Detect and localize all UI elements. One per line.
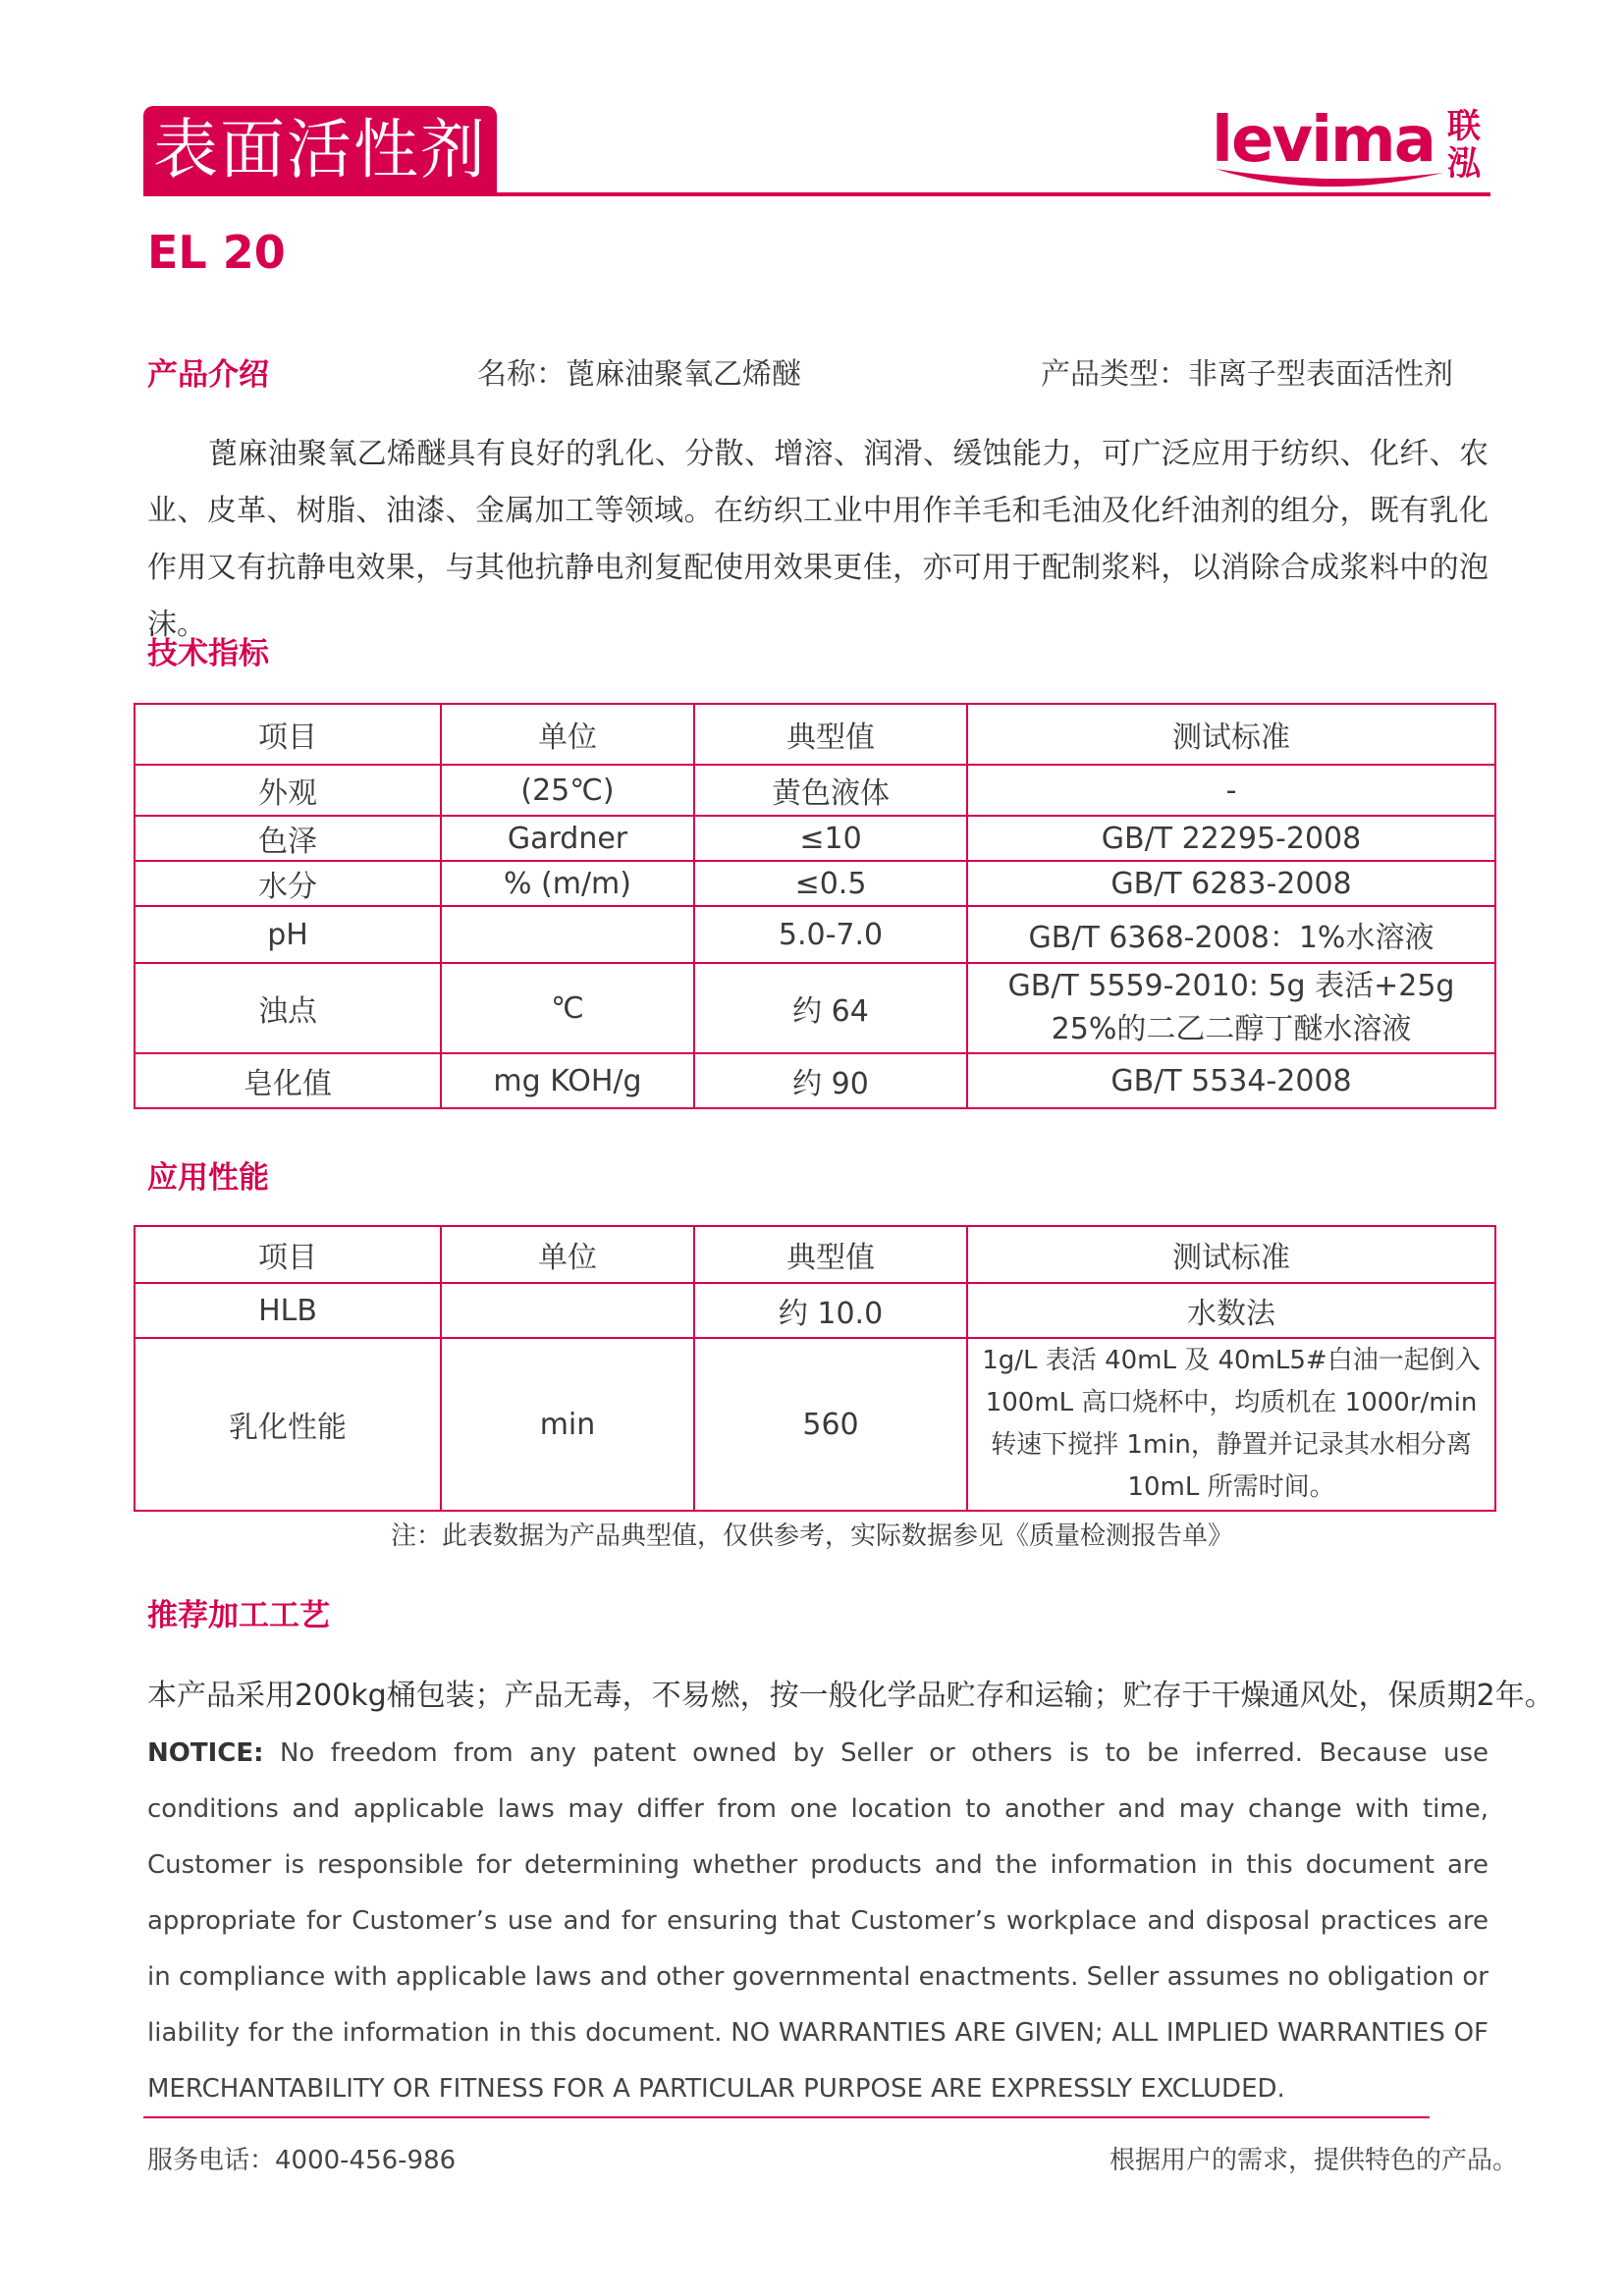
footer-slogan: 根据用户的需求，提供特色的产品。	[1110, 2146, 1519, 2175]
cell-standard: GB/T 6283-2008	[967, 861, 1495, 906]
header-unit: 单位	[441, 704, 694, 765]
category-header: 表面活性剂	[143, 106, 497, 194]
header-item: 项目	[135, 704, 441, 765]
table-row	[135, 1053, 1495, 1108]
table-row	[135, 1283, 1495, 1338]
service-phone: 服务电话：4000-456-986	[147, 2146, 457, 2175]
brand-logo	[1212, 102, 1496, 190]
cell-unit: % (m/m)	[441, 861, 694, 906]
cell-unit: min	[441, 1338, 694, 1511]
table-note: 注：此表数据为产品典型值，仅供参考，实际数据参见《质量检测报告单》	[390, 1522, 1233, 1551]
notice-text: No freedom from any patent owned by Seller or others is to be inferred. Because use conditions and applicable laws may differ from one location to another and may change with time, Customer is responsible for determining whether products and the information in this document are appropriate for Customer’s use and for ensuring that Customer’s workplace and disposal practices are in compliance with applicable laws and other governmental enactments. Seller assumes no obligation or liability for the information in this document. NO WARRANTIES ARE GIVEN; ALL IMPLIED WARRANTIES OF MERCHANTABILITY OR FITNESS FOR A PARTICULAR PURPOSE ARE EXPRESSLY EXCLUDED.	[147, 1738, 1489, 2104]
table-row	[135, 1338, 1495, 1511]
header-item: 项目	[135, 1226, 441, 1283]
cell-item: pH	[135, 906, 441, 963]
table-row	[135, 906, 1495, 963]
product-name: 名称：蓖麻油聚氧乙烯醚	[477, 357, 801, 392]
logo-cn-line1: 联	[1447, 107, 1481, 146]
cell-standard: GB/T 5534-2008	[967, 1053, 1495, 1108]
table-header-row	[135, 1226, 1495, 1283]
cell-typical: 560	[694, 1338, 967, 1511]
notice-label: NOTICE:	[147, 1738, 264, 1768]
header-typical: 典型值	[694, 704, 967, 765]
cell-typical: 黄色液体	[694, 765, 967, 816]
logo-cn-line2: 泓	[1447, 144, 1481, 184]
product-code: EL 20	[147, 226, 286, 279]
cell-item: 乳化性能	[135, 1338, 441, 1511]
header-typical: 典型值	[694, 1226, 967, 1283]
tech-spec-table	[134, 703, 1496, 1109]
header-standard: 测试标准	[967, 704, 1495, 765]
cell-typical: ≤10	[694, 816, 967, 861]
cell-unit: (25℃)	[441, 765, 694, 816]
cell-item: 外观	[135, 765, 441, 816]
cell-standard: GB/T 22295-2008	[967, 816, 1495, 861]
logo-wordmark: levima	[1212, 104, 1435, 177]
section-title-process: 推荐加工工艺	[147, 1598, 330, 1633]
cell-unit	[441, 1283, 694, 1338]
cell-typical: ≤0.5	[694, 861, 967, 906]
table-row	[135, 765, 1495, 816]
cell-standard: 水数法	[967, 1283, 1495, 1338]
header-standard: 测试标准	[967, 1226, 1495, 1283]
cell-item: 浊点	[135, 963, 441, 1053]
table-header-row	[135, 704, 1495, 765]
cell-item: 皂化值	[135, 1053, 441, 1108]
cell-standard: GB/T 6368-2008：1%水溶液	[967, 906, 1495, 963]
section-title-application: 应用性能	[147, 1160, 269, 1196]
intro-paragraph: 蓖麻油聚氧乙烯醚具有良好的乳化、分散、增溶、润滑、缓蚀能力，可广泛应用于纺织、化纤、农业、皮革、树脂、油漆、金属加工等领域。在纺织工业中用作羊毛和毛油及化纤油剂的组分，既有乳化作用又有抗静电效果，与其他抗静电剂复配使用效果更佳，亦可用于配制浆料，以消除合成浆料中的泡沫。	[147, 437, 1489, 642]
cell-unit: mg KOH/g	[441, 1053, 694, 1108]
cell-typical: 5.0-7.0	[694, 906, 967, 963]
section-title-tech: 技术指标	[147, 636, 269, 671]
cell-unit: Gardner	[441, 816, 694, 861]
application-table	[134, 1225, 1496, 1512]
logo-chinese	[1447, 108, 1492, 183]
cell-standard: 1g/L 表活 40mL 及 40mL5#白油一起倒入100mL 高口烧杯中，均质机在 1000r/min 转速下搅拌 1min，静置并记录其水相分离 10mL 所需时间。	[967, 1338, 1495, 1511]
logo-swoosh-icon	[1212, 163, 1447, 196]
cell-typical: 约 10.0	[694, 1283, 967, 1338]
cell-item: HLB	[135, 1283, 441, 1338]
footer-divider	[143, 2116, 1430, 2118]
table-row	[135, 816, 1495, 861]
product-type: 产品类型：非离子型表面活性剂	[1041, 357, 1453, 392]
header-unit: 单位	[441, 1226, 694, 1283]
table-row	[135, 861, 1495, 906]
cell-typical: 约 64	[694, 963, 967, 1053]
cell-unit	[441, 906, 694, 963]
cell-standard: GB/T 5559-2010: 5g 表活+25g 25%的二乙二醇丁醚水溶液	[967, 963, 1495, 1053]
cell-typical: 约 90	[694, 1053, 967, 1108]
section-title-intro: 产品介绍	[147, 357, 269, 393]
process-paragraph: 本产品采用200kg桶包装；产品无毒，不易燃，按一般化学品贮存和运输；贮存于干燥通风处，保质期2年。	[147, 1679, 1554, 1713]
cell-item: 水分	[135, 861, 441, 906]
table-row	[135, 963, 1495, 1053]
cell-standard: -	[967, 765, 1495, 816]
cell-unit: ℃	[441, 963, 694, 1053]
legal-notice	[147, 1726, 1489, 2117]
cell-item: 色泽	[135, 816, 441, 861]
